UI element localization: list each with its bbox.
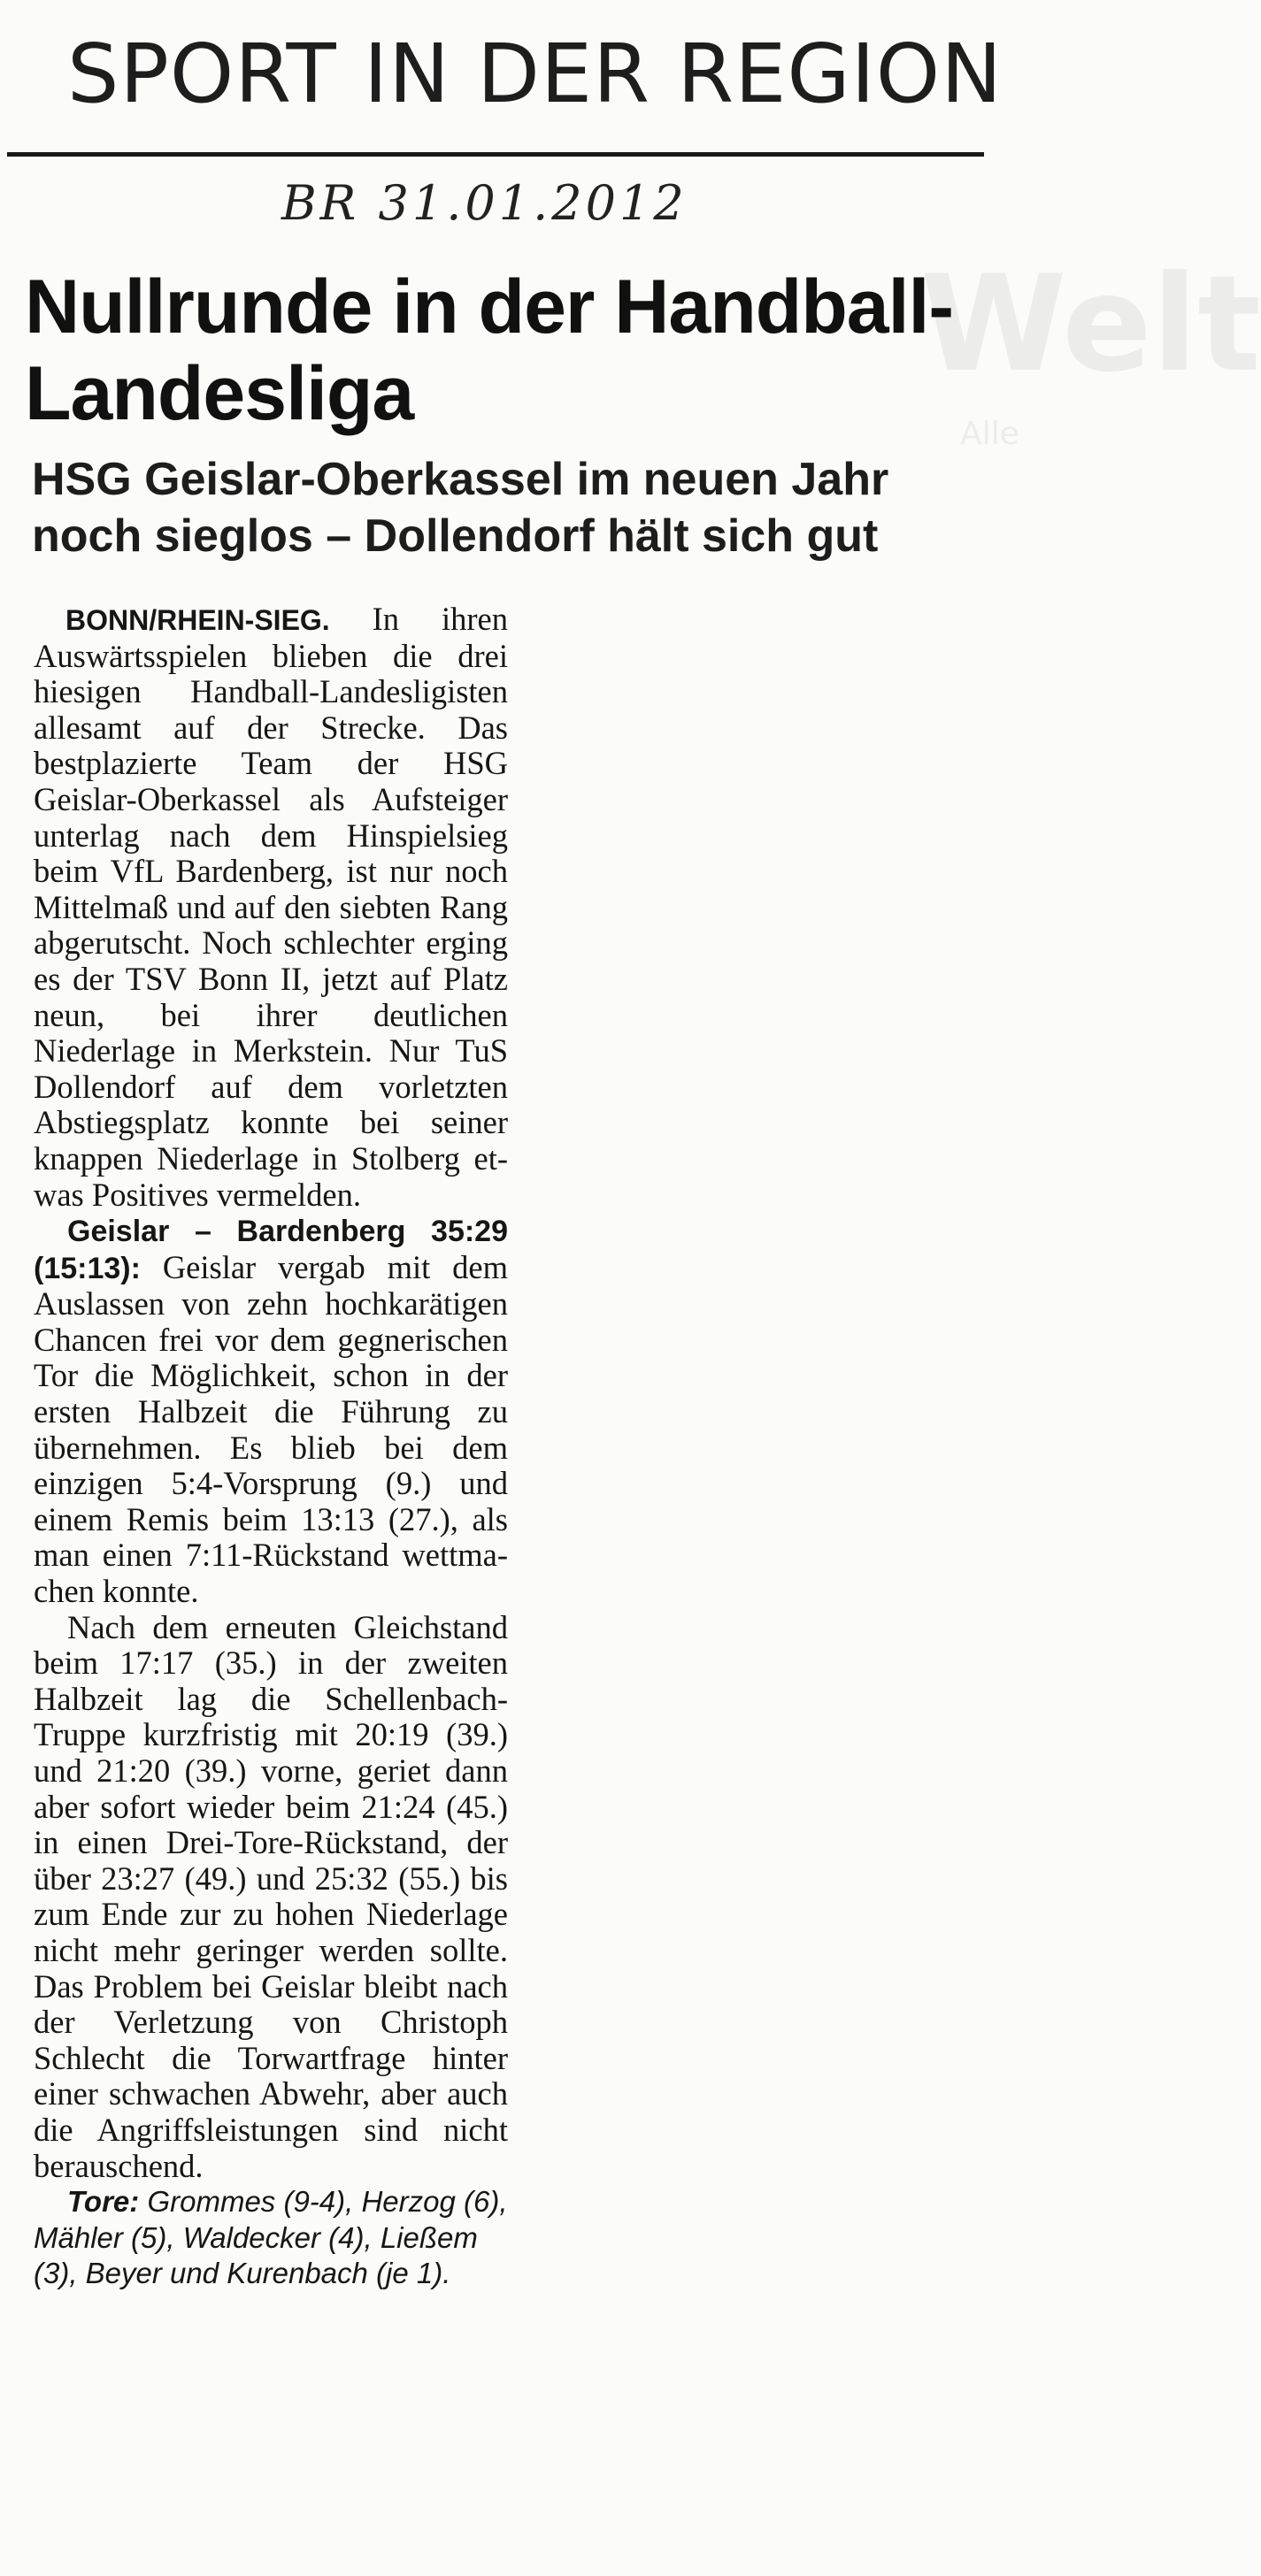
dateline: BONN/RHEIN-SIEG. bbox=[65, 604, 330, 636]
scorers-line bbox=[34, 2184, 508, 2292]
scorers-list: Grommes (9-4), Herzog (6), Mähler (5), Waldecker (4), Ließem (3), Beyer und Kurenbach (je 1). bbox=[34, 2185, 508, 2290]
intro-paragraph bbox=[34, 602, 508, 1213]
scorers-label: Tore: bbox=[67, 2185, 140, 2219]
bleed-through-headline: Welt bbox=[920, 248, 1261, 402]
section-kicker: SPORT IN DER REGION bbox=[67, 27, 1003, 121]
handwritten-date-note: BR 31.01.2012 bbox=[281, 175, 688, 231]
article-subheadline: HSG Geislar-Oberkassel im neuen Jahr noch sieglos – Dollendorf hält sich gut bbox=[32, 454, 889, 562]
section-rule bbox=[7, 152, 984, 157]
match-heading: Geislar – Bardenberg 35:29 (15:13): bbox=[34, 1215, 508, 1285]
article-headline: Nullrunde in der Handball-Landesliga bbox=[25, 264, 954, 436]
article-body bbox=[34, 602, 508, 2292]
bleed-through-text: Alle bbox=[960, 416, 1019, 452]
intro-text: In ihren Auswärtsspielen blieben die drei hiesigen Handball-Landesligisten allesamt auf der Strecke. Das bestplazierte Team der HSG Geislar-Oberkassel als Aufsteiger unterlag nach dem Hinspielsieg beim VfL Bardenberg, ist nur noch Mittelmaß und auf den siebten Rang abgerutscht. Noch schlechter erging es der TSV Bonn II, jetzt auf Platz neun, bei ihrer deutlichen Niederlage in Merkstein. Nur TuS Dollendorf auf dem vorletzten Abstiegsplatz konnte bei seiner knappen Niederlage in Stolberg etwas Positives vermelden. bbox=[34, 601, 508, 1213]
match-paragraph bbox=[34, 1213, 508, 1610]
second-half-paragraph: Nach dem erneuten Gleichstand beim 17:17 (35.) in der zweiten Halbzeit lag die Schellenbach-Truppe kurzfristig mit 20:19 (39.) und 21:20 (39.) vorne, geriet dann aber sofort wieder beim 21:24 (45.) in einen Drei-Tore-Rückstand, der über 23:27 (49.) und 25:32 (55.) bis zum Ende zur zu hohen Niederlage nicht mehr geringer werden sollte. Das Problem bei Geislar bleibt nach der Verletzung von Christoph Schlecht die Torwartfrage hinter einer schwachen Abwehr, aber auch die Angriffsleistungen sind nicht berauschend. bbox=[34, 1608, 508, 2184]
match-text: Geislar vergab mit dem Auslassen von zehn hochkarätigen Chancen frei vor dem gegnerischen Tor die Möglichkeit, schon in der ersten Halbzeit die Führung zu übernehmen. Es blieb bei dem einzigen 5:4-Vorsprung (9.) und einem Remis beim 13:13 (27.), als man einen 7:11-Rückstand wettmachen konnte. bbox=[34, 1248, 508, 1610]
